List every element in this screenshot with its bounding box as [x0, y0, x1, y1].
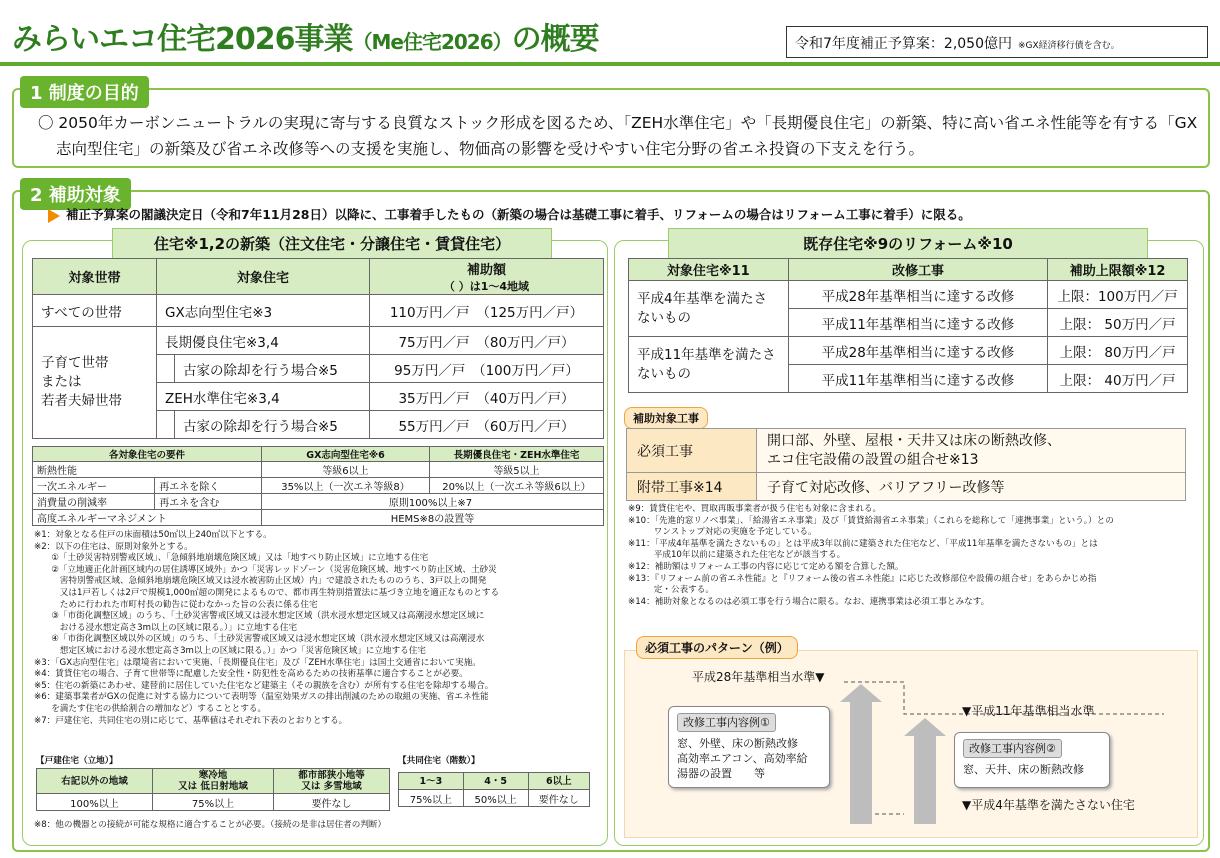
- note8: ※8：他の機器との接続が可能な規格に適合することが必要。（接続の是非は居住者の判断）: [34, 820, 387, 830]
- note-line: ③「市街化調整区域」のうち、「土砂災害警戒区域又は浸水想定区域（洪水浸水想定区域又は高潮浸水想定区域に: [34, 611, 485, 622]
- works-label: 補助対象工事: [624, 407, 708, 429]
- requirements-table: 各対象住宅の要件 GX志向型住宅※6 長期優良住宅・ZEH水準住宅 断熱性能 等級6以上 等級5以上 一次エネルギー 再エネを除く 35%以上（一次エネ等級8） 20%以上（一次エネ等級6以上） 消費量の削減率 再エネを含む 原則100%以上※7 高度エネルギーマネジメント HEMS※8の設置等: [32, 446, 604, 526]
- note-line: ※4：賃貸住宅の場合、子育て世帯等に配慮した安全性・防犯性を高めるための技術基準に適合することが必要。: [34, 669, 468, 680]
- note-line: ④「市街化調整区域以外の区域」のうち、「土砂災害警戒区域又は浸水想定区域（洪水浸水想定区域又は高潮浸水: [34, 634, 485, 645]
- note-line: 害特別警戒区域、急傾斜地崩壊危険区域又は浸水被害防止区域）内」で建設されたもののうち、3戸以上の開発: [34, 576, 487, 587]
- purpose-text: 〇 2050年カーボンニュートラルの実現に寄与する良質なストック形成を図るため、「ZEH水準住宅」や「長期優良住宅」の新築、特に高い省エネ性能等を有する「GX志向型住宅」の新築及び省エネ改修等への支援を実施し、物価高の影響を受けやすい住宅分野の省エネ投資の下支えを行う。: [38, 114, 1198, 158]
- household-all: すべての世帯: [33, 295, 157, 327]
- header-divider: [0, 62, 1220, 66]
- note-line: ために行われた市町村長の勧告に従わなかった旨の公表に係る住宅: [34, 599, 318, 610]
- example-1: 改修工事内容例① 窓、外壁、床の断熱改修 高効率エアコン、高効率給 湯器の設置 等: [668, 706, 830, 788]
- example-2: 改修工事内容例② 窓、天井、床の断熱改修: [954, 732, 1110, 788]
- note-line: ※14：補助対象となるのは必須工事を行う場合に限る。なお、連携事業は必須工事とみなす。: [628, 596, 990, 607]
- purpose-heading: 1 制度の目的: [20, 76, 149, 108]
- note-line: ※5：住宅の新築にあわせ、建替前に居住していた住宅など建築主（その親族を含む）が所有する住宅を除却する場合。: [34, 680, 494, 691]
- note-line: ※9：賃貸住宅や、買取再販事業者が扱う住宅も対象に含まれる。: [628, 504, 882, 514]
- reform-table: 対象住宅※11 改修工事 補助上限額※12 平成4年基準を満たさないもの 平成28年基準相当に達する改修 上限：100万円／戸 平成11年基準相当に達する改修 上限： 50万円／戸 平成11年基準を満たさないもの 平成28年基準相当に達する改修 上限： 80万円／戸 平成11年基準相当に達する改修 上限： 40万円／戸: [628, 258, 1188, 393]
- pattern-label: 必須工事のパターン（例）: [636, 636, 798, 659]
- level-h4: ▼平成4年基準を満たさない住宅: [962, 798, 1135, 812]
- detached-label: 【戸建住宅（立地）】: [36, 756, 118, 766]
- reform-heading: 既存住宅※9のリフォーム※10: [668, 228, 1148, 259]
- note-line: ※10：「先進的窓リノベ事業」、「給湯省エネ事業」及び「賃貸給湯省エネ事業」（これらを総称して「連携事業」という。）との: [628, 515, 1114, 526]
- note-line: 定・公表する。: [628, 585, 714, 596]
- note-line: 想定区域における浸水想定高さ3m以上の区域に限る。）」かつ「災害危険区域」に立地する住宅: [34, 645, 426, 656]
- note-line: ※2：以下の住宅は、原則対象外とする。: [34, 541, 193, 552]
- newbuild-table: 対象世帯 対象住宅 補助額 （ ）は1～4地域 すべての世帯 GX志向型住宅※3 110万円／戸 （125万円／戸） 子育て世帯 または 若者夫婦世帯 長期優良住宅※3,4 75万円／戸 （80万円／戸） 古家の除却を行う場合※5 95万円／戸 （100万円／戸） ZEH水準住宅※3,4 35万円／戸 （40万円／戸） 古家の除却を行う場合※5 55万円／戸 （60万円／戸）: [32, 258, 604, 439]
- note-line: おける浸水想定高さ3m以上の区域に限る。）」に立地する住宅: [34, 622, 298, 633]
- note-line: を満たす住宅の供給割合の増加など）することとする。: [34, 703, 267, 714]
- note-line: ※3：「GX志向型住宅」は環境省において実施、「長期優良住宅」及び「ZEH水準住宅」は国土交通省において実施。: [34, 657, 481, 668]
- note-line: ※13：『リフォーム前の省エネ性能』と『リフォーム後の省エネ性能』に応じた改修部位や設備の組合せ」をあらかじめ指: [628, 573, 1097, 584]
- newbuild-heading: 住宅※1,2の新築（注文住宅・分譲住宅・賃貸住宅）: [112, 228, 552, 259]
- note-line: ※6：建築事業者がGXの促進に対する協力について表明等（温室効果ガスの排出削減のための取組の実施、省エネ性能: [34, 692, 489, 703]
- note-line: ※12：補助額はリフォーム工事の内容に応じて定める額を合算した額。: [628, 561, 904, 572]
- level-h11: ▼平成11年基準相当水準: [962, 704, 1095, 718]
- note-line: 平成10年以前に建築された住宅などが該当する。: [628, 550, 846, 561]
- note-line: ※11：「平成4年基準を満たさないもの」とは平成3年以前に建築された住宅など、「平成11年基準を満たさないもの」とは: [628, 538, 1098, 549]
- detached-table: 右記以外の地域 寒冷地 又は 低日射地域 都市部狭小地等 又は 多雪地域 100%以上 75%以上 要件なし: [36, 768, 390, 811]
- note-line: ①「土砂災害特別警戒区域」、「急傾斜地崩壊危険区域」又は「地すべり防止区域」に立地する住宅: [34, 553, 429, 564]
- budget-box: 令和7年度補正予算案：2,050億円 ※GX経済移行債を含む。: [786, 26, 1208, 58]
- note-line: 又は1戸若しくは2戸で規模1,000㎡超の開発によるもので、都市再生特別措置法に基づき立地を適正なものとする: [34, 587, 500, 598]
- level-h28: 平成28年基準相当水準▼: [692, 670, 825, 684]
- page-title: みらいエコ住宅2026事業（Me住宅2026）の概要: [12, 22, 599, 57]
- note-line: ※1：対象となる住戸の床面積は50㎡以上240㎡以下とする。: [34, 530, 272, 540]
- note-line: ②「立地適正化計画区域内の居住誘導区域外」かつ「災害レッドゾーン（災害危険区域、地すべり防止区域、土砂災: [34, 564, 497, 575]
- works-table: 必須工事 開口部、外壁、屋根・天井又は床の断熱改修、 エコ住宅設備の設置の組合せ※13 附帯工事※14 子育て対応改修、バリアフリー改修等: [626, 428, 1186, 501]
- collective-label: 【共同住宅（階数）】: [398, 756, 480, 766]
- household-child: 子育て世帯 または 若者夫婦世帯: [33, 327, 157, 439]
- target-limit: 補正予算案の閣議決定日（令和7年11月28日）以降に、工事着手したもの（新築の場合は基礎工事に着手、リフォームの場合はリフォーム工事に着手）に限る。: [48, 205, 971, 223]
- notes-right: [628, 504, 1114, 608]
- collective-table: 1～3 4・5 6以上 75%以上 50%以上 要件なし: [398, 772, 590, 807]
- orange-arrow-icon: [48, 209, 60, 223]
- note-line: ワンストップ対応の実施を予定している。: [628, 527, 817, 538]
- target-heading: 2 補助対象: [20, 178, 131, 210]
- note-line: ※7：戸建住宅、共同住宅の別に応じて、基準値はそれぞれ下表のとおりとする。: [34, 715, 348, 726]
- notes-left: [34, 530, 499, 727]
